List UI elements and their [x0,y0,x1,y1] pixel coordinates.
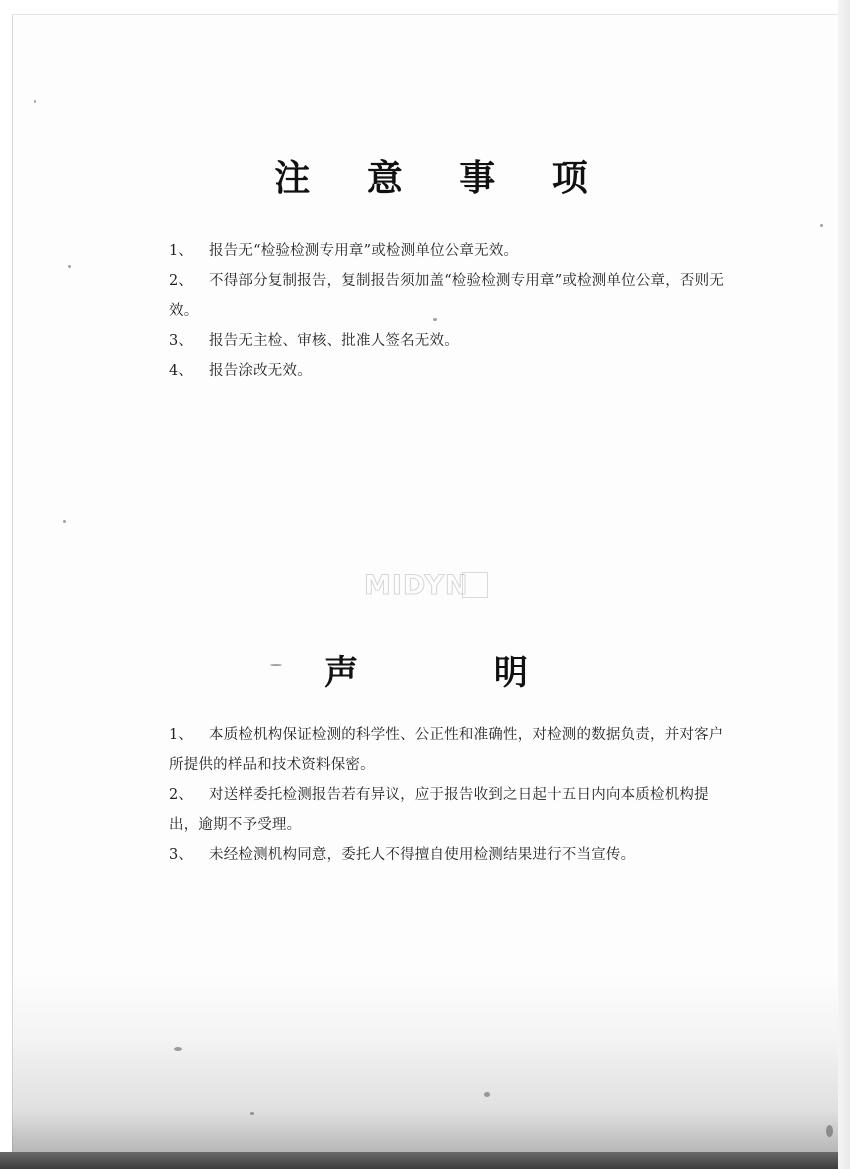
list-item [169,356,729,386]
list-item [169,326,729,356]
watermark-emblem [462,572,488,598]
statement-title: 声 明 [324,653,590,693]
scan-speck [826,1125,833,1137]
item-text: 对送样委托检测报告若有异议，应于报告收到之日起十五日内向本质检机构提出，逾期不予受理。 [169,787,709,833]
item-text: 报告涂改无效。 [209,363,312,379]
item-number: 3、 [169,847,193,863]
scan-edge-bottom [0,1152,850,1169]
scan-speck [174,1047,182,1051]
list-item [169,720,729,780]
notice-list [169,236,729,386]
list-item [169,780,729,840]
item-number: 2、 [169,273,193,289]
item-number: 4、 [169,363,193,379]
scan-speck [250,1112,254,1115]
notice-title: 注 意 事 项 [274,157,610,199]
list-item [169,840,729,870]
scan-speck [820,224,823,227]
scan-speck [63,520,66,523]
item-text: 报告无主检、审核、批准人签名无效。 [209,333,459,349]
item-number: 3、 [169,333,193,349]
scan-speck [484,1092,490,1097]
item-number: 1、 [169,727,193,743]
statement-list [169,720,729,870]
list-item [169,266,729,326]
item-text: 本质检机构保证检测的科学性、公正性和准确性，对检测的数据负责，并对客户所提供的样品和技术资料保密。 [169,727,724,773]
item-text: 未经检测机构同意，委托人不得擅自使用检测结果进行不当宣传。 [209,847,636,863]
watermark-logo: MIDYN [364,570,469,601]
scan-speck [68,265,71,268]
list-item [169,236,729,266]
item-text: 不得部分复制报告，复制报告须加盖“检验检测专用章”或检测单位公章，否则无效。 [169,273,725,319]
item-text: 报告无“检验检测专用章”或检测单位公章无效。 [209,243,519,259]
item-number: 1、 [169,243,193,259]
item-number: 2、 [169,787,193,803]
scan-speck [34,100,36,103]
